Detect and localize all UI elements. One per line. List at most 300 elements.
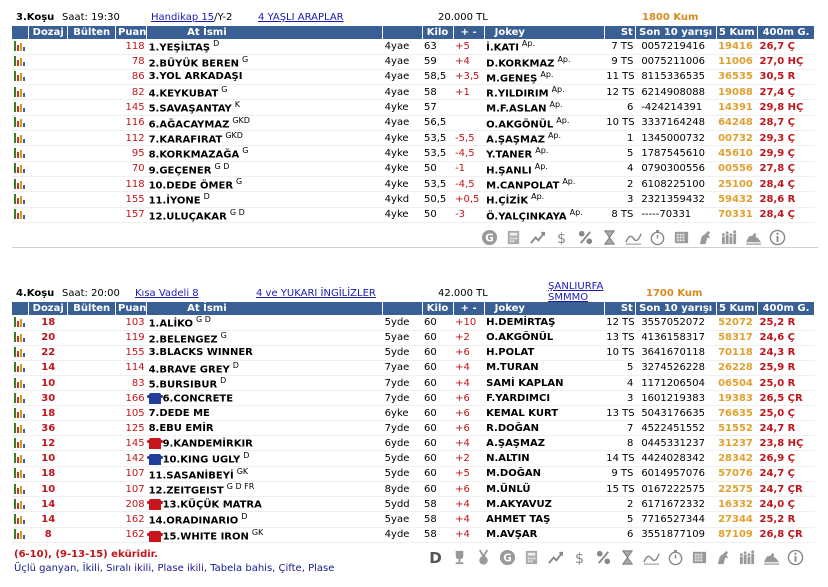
col-kilo: Kilo — [422, 302, 453, 315]
kilo-diff: -3 — [453, 207, 484, 222]
horse-row — [12, 131, 815, 146]
horse-name[interactable]: 1.ALİKO $^{G D}$ — [147, 315, 383, 330]
stats-cell[interactable] — [12, 436, 29, 451]
col-st: St — [604, 302, 635, 315]
stats-cell[interactable] — [12, 85, 29, 100]
col-age — [383, 26, 422, 39]
jockey[interactable]: H.ŞANLI $^{Ap.}$ — [484, 161, 604, 176]
puan: 119 — [116, 330, 147, 345]
last-10: 0075211006 — [635, 54, 716, 69]
stats-chart-icon[interactable] — [14, 102, 25, 112]
kilo-diff: +10 — [453, 315, 484, 330]
horse-name[interactable]: 9.GEÇENER $^{G D}$ — [147, 161, 383, 176]
kilo-diff: +4 — [453, 436, 484, 451]
five-kum: 19088 — [716, 85, 757, 100]
stats-chart-icon[interactable] — [14, 87, 25, 97]
horse-tag: GKD — [225, 131, 243, 141]
horse-tag: G D — [195, 315, 211, 325]
bulten — [68, 85, 116, 100]
stats-chart-icon[interactable] — [14, 514, 25, 524]
stats-cell[interactable] — [12, 315, 29, 330]
graph-icon[interactable] — [642, 548, 660, 566]
dozaj: 18 — [29, 406, 68, 421]
five-kum: 14391 — [716, 100, 757, 115]
last-10: 6108225100 — [635, 177, 716, 192]
start-no: 10 TS — [606, 347, 635, 359]
horse-name[interactable]: 5.BURSIBUR $^D$ — [147, 376, 383, 391]
five-kum: 70118 — [716, 345, 757, 360]
dozaj: 12 — [29, 436, 68, 451]
last-10: 0445331237 — [635, 436, 716, 451]
stats-cell[interactable] — [12, 345, 29, 360]
jockey-tag: Ap. — [556, 115, 570, 125]
horse-tag: G D — [229, 207, 245, 217]
stopwatch-icon[interactable] — [666, 548, 684, 566]
col-puan: Puan — [116, 302, 147, 315]
stats-cell[interactable] — [12, 497, 29, 512]
start-no: 13 TS — [606, 407, 635, 419]
start-no: 14 TS — [604, 451, 635, 466]
stats-chart-icon[interactable] — [14, 362, 25, 372]
jockey[interactable]: H.DEMİRTAŞ — [484, 315, 604, 330]
bulten — [68, 146, 116, 161]
bulten — [68, 436, 116, 451]
stats-cell[interactable] — [12, 360, 29, 375]
start-no: 9 TS — [604, 466, 635, 481]
jockey[interactable]: N.ALTIN — [484, 451, 604, 466]
bulten — [68, 406, 116, 421]
col-bulten: Bülten — [68, 26, 116, 39]
jockey[interactable]: M.CANPOLAT $^{Ap.}$ — [484, 177, 604, 192]
jockey-tag: Ap. — [531, 192, 545, 202]
jockey[interactable]: M.TURAN — [484, 360, 604, 375]
five-kum: 87109 — [716, 527, 757, 542]
horse-name[interactable]: 8.KORKMAZAĞA $^G$ — [147, 146, 383, 161]
age-sex: 7yde — [383, 376, 422, 391]
horse-tag: GK — [251, 527, 264, 537]
jockey[interactable]: R.YILDIRIM $^{Ap.}$ — [484, 85, 604, 100]
dozaj — [29, 146, 68, 161]
stats-chart-icon[interactable] — [14, 209, 25, 219]
bulten — [68, 512, 116, 527]
horse-row — [12, 497, 815, 512]
kilo-diff: +4 — [453, 512, 484, 527]
puan: 70 — [116, 161, 147, 176]
jockey-tag: Ap. — [562, 177, 576, 187]
jockey[interactable]: A.ŞAŞMAZ $^{Ap.}$ — [484, 131, 604, 146]
dozaj: 10 — [29, 451, 68, 466]
kilo-diff: +4 — [453, 527, 484, 542]
puan: 103 — [116, 315, 147, 330]
puan: 125 — [116, 421, 147, 436]
kilo: 57 — [422, 100, 453, 115]
horse-name[interactable]: 15.WHITE IRON $^{GK}$ — [147, 527, 383, 542]
jockey[interactable]: O.AKGÖNÜL $^{Ap.}$ — [484, 115, 604, 130]
kilo: 50 — [422, 161, 453, 176]
age-sex: 4yke — [383, 100, 422, 115]
stats-chart-icon[interactable] — [14, 393, 25, 403]
jockey[interactable]: M.DOĞAN — [484, 466, 604, 481]
dollar-icon[interactable] — [552, 228, 570, 246]
stats-cell[interactable] — [12, 39, 29, 54]
stats-cell[interactable] — [12, 406, 29, 421]
horse-name[interactable]: 12.ULUÇAKAR $^{G D}$ — [147, 207, 383, 222]
start-no: 12 TS — [604, 85, 635, 100]
last-10: 3557052072 — [635, 315, 716, 330]
jockey[interactable]: F.YARDIMCI — [484, 391, 604, 406]
stats-chart-icon[interactable] — [14, 332, 25, 342]
stats-cell[interactable] — [12, 376, 29, 391]
dollar-icon[interactable] — [570, 548, 588, 566]
five-kum: 22575 — [716, 482, 757, 497]
kilo: 60 — [422, 466, 453, 481]
gallop-400m: 25,2 R — [757, 315, 814, 330]
gallop-400m: 27,0 HÇ — [757, 54, 814, 69]
svg-text:$: $ — [556, 230, 566, 246]
last-10: 2321359432 — [635, 192, 716, 207]
puan: 86 — [116, 69, 147, 84]
age-sex: 4yae — [383, 69, 422, 84]
dozaj — [29, 39, 68, 54]
stats-cell[interactable] — [12, 482, 29, 497]
stats-cell[interactable] — [12, 512, 29, 527]
kilo-diff: +6 — [453, 482, 484, 497]
jockey[interactable]: AHMET TAŞ — [484, 512, 604, 527]
race-group-link[interactable]: 4 YAŞLI ARAPLAR — [258, 12, 344, 23]
stats-chart-icon[interactable] — [14, 317, 25, 327]
horse-tag: G D FR — [226, 482, 255, 492]
gallop-400m: 29,9 Ç — [757, 146, 814, 161]
stats-chart-icon[interactable] — [14, 423, 25, 433]
gallop-400m: 23,8 HÇ — [757, 436, 814, 451]
start-no: 7 — [604, 421, 635, 436]
stats-cell[interactable] — [12, 451, 29, 466]
gallop-400m: 25,9 R — [757, 360, 814, 375]
age-sex: 5yde — [383, 345, 422, 360]
sponsor-link[interactable]: ŞANLIURFA SMMMO — [548, 281, 604, 303]
horse-name[interactable]: 10.KING UGLY $^D$ — [147, 451, 383, 466]
age-sex: 5yde — [383, 451, 422, 466]
stats-cell[interactable] — [12, 192, 29, 207]
kilo: 60 — [422, 315, 453, 330]
kilo: 60 — [422, 436, 453, 451]
calc-icon[interactable] — [504, 228, 522, 246]
horse-name[interactable]: 11.SASANİBEYİ $^{GK}$ — [147, 466, 383, 481]
five-kum: 57076 — [716, 466, 757, 481]
start-no: 15 TS — [604, 482, 635, 497]
last-10: 1171206504 — [635, 376, 716, 391]
horse-row — [12, 161, 815, 176]
col-5kum: 5 Kum — [716, 26, 757, 39]
jockey-tag: Ap. — [551, 85, 565, 95]
svg-text:$: $ — [574, 550, 584, 566]
start-no: 8 — [604, 436, 635, 451]
dozaj: 8 — [29, 527, 68, 542]
horse-name[interactable]: 9.KANDEMİRKIR — [147, 436, 383, 451]
dozaj: 10 — [29, 376, 68, 391]
info-icon[interactable] — [786, 548, 804, 566]
horse-name[interactable]: 4.BRAVE GREY $^D$ — [147, 360, 383, 375]
horse-name[interactable]: 12.ZEITGEIST $^{G D FR}$ — [147, 482, 383, 497]
stats-chart-icon[interactable] — [14, 347, 25, 357]
race-group-link[interactable]: 4 ve YUKARI İNGİLİZLER — [256, 288, 376, 299]
horse-icon[interactable] — [714, 548, 732, 566]
kilo-diff: -5,5 — [453, 131, 484, 146]
five-kum: 76635 — [716, 406, 757, 421]
stats-chart-icon[interactable] — [14, 408, 25, 418]
start-no: 7 TS — [604, 39, 635, 54]
age-sex: 4yae — [383, 54, 422, 69]
col-dozaj: Dozaj — [29, 302, 68, 315]
horse-name[interactable]: 13.KÜÇÜK MATRA — [147, 497, 383, 512]
last-10: 8115336535 — [635, 69, 716, 84]
graph-icon[interactable] — [624, 228, 642, 246]
stats-cell[interactable] — [12, 131, 29, 146]
last-10: 4424028342 — [635, 451, 716, 466]
horse-icon[interactable] — [696, 228, 714, 246]
kilo-diff: +6 — [453, 421, 484, 436]
age-sex: 4yke — [383, 146, 422, 161]
start-no: 4 — [604, 161, 635, 176]
stats-chart-icon[interactable] — [14, 117, 25, 127]
race-type-link[interactable]: Handikap 15/Y-2 — [151, 12, 233, 23]
g-icon[interactable] — [498, 548, 516, 566]
start-no: 1 — [604, 131, 635, 146]
jockey[interactable]: R.DOĞAN — [484, 421, 604, 436]
kilo-diff: +6 — [453, 391, 484, 406]
horse-row — [12, 376, 815, 391]
last-10: 3551877109 — [635, 527, 716, 542]
horse-row — [12, 345, 815, 360]
jockey[interactable]: M.F.ASLAN $^{Ap.}$ — [484, 100, 604, 115]
stats-cell[interactable] — [12, 100, 29, 115]
bulten — [68, 376, 116, 391]
dozaj — [29, 115, 68, 130]
stats-cell[interactable] — [12, 115, 29, 130]
stats-cell[interactable] — [12, 161, 29, 176]
stats-chart-icon[interactable] — [14, 484, 25, 494]
stats-chart-icon[interactable] — [14, 499, 25, 509]
horse-row — [12, 69, 815, 84]
jockey[interactable]: H.ÇİZİK $^{Ap.}$ — [484, 192, 604, 207]
kilo: 58 — [422, 512, 453, 527]
last-10: -424214391 — [635, 100, 716, 115]
chart-icon[interactable] — [546, 548, 564, 566]
five-kum: 00556 — [716, 161, 757, 176]
jockey[interactable]: H.POLAT — [484, 345, 604, 360]
jockey[interactable]: SAMİ KAPLAN — [484, 376, 604, 391]
five-kum: 27344 — [716, 512, 757, 527]
dozaj: 30 — [29, 391, 68, 406]
stats-chart-icon[interactable] — [14, 71, 25, 81]
age-sex: 4yae — [383, 85, 422, 100]
stats-chart-icon[interactable] — [14, 453, 25, 463]
stats-cell[interactable] — [12, 466, 29, 481]
dozaj — [29, 192, 68, 207]
horse-name[interactable]: 7.KARAFIRAT $^{GKD}$ — [147, 131, 383, 146]
horse-name[interactable]: 7.DEDE ME — [147, 406, 383, 421]
stats-chart-icon[interactable] — [14, 163, 25, 173]
horse-name[interactable]: 5.SAVAŞANTAY $^K$ — [147, 100, 383, 115]
stats-cell[interactable] — [12, 207, 29, 222]
stats-chart-icon[interactable] — [14, 438, 25, 448]
jockey[interactable]: D.KORKMAZ $^{Ap.}$ — [484, 54, 604, 69]
bet-types: Üçlü ganyan, İkili, Sıralı ikili, Plase ikili, Tabela bahis, Çifte, Plase — [14, 563, 335, 574]
stats-chart-icon[interactable] — [14, 41, 25, 51]
horse-name[interactable]: 8.EBU EMİR — [147, 421, 383, 436]
race-3-table — [12, 26, 815, 223]
jersey-icon — [149, 531, 161, 542]
horses-icon[interactable] — [738, 548, 756, 566]
start-no: 13 TS — [604, 330, 635, 345]
calculator-icon[interactable] — [690, 548, 708, 566]
bulten — [68, 466, 116, 481]
age-sex: 5ydd — [383, 497, 422, 512]
horse-name[interactable]: 11.İYONE $^D$ — [147, 192, 383, 207]
puan: 107 — [116, 482, 147, 497]
start-no: 10 TS — [604, 115, 635, 130]
dozaj — [29, 54, 68, 69]
horse-row — [12, 85, 815, 100]
jockey[interactable]: A.ŞAŞMAZ — [484, 436, 604, 451]
gallop-400m: 27,8 Ç — [757, 161, 814, 176]
stopwatch-icon[interactable] — [648, 228, 666, 246]
horses-race-icon[interactable] — [762, 548, 780, 566]
stats-chart-icon[interactable] — [14, 179, 25, 189]
bulten — [68, 207, 116, 222]
horse-name[interactable]: 14.ORADINARIO $^D$ — [147, 512, 383, 527]
race-type-link[interactable]: Kısa Vadeli 8 — [135, 288, 199, 299]
trophy-icon[interactable] — [450, 548, 468, 566]
start-no: 8 TS — [604, 207, 635, 222]
jockey[interactable]: O.AKGÖNÜL — [484, 330, 604, 345]
age-sex: 4yae — [383, 115, 422, 130]
ekuri-note: (6-10), (9-13-15) eküridir. — [14, 549, 158, 560]
stats-chart-icon[interactable] — [14, 378, 25, 388]
bulten — [68, 69, 116, 84]
horses-race-icon[interactable] — [744, 228, 762, 246]
five-kum: 64248 — [716, 115, 757, 130]
start-no: 5 — [604, 360, 635, 375]
jockey[interactable]: M.AKYAVUZ — [484, 497, 604, 512]
chart-icon[interactable] — [528, 228, 546, 246]
kilo-diff — [453, 115, 484, 130]
bulten — [68, 421, 116, 436]
gallop-400m: 28,7 Ç — [757, 115, 814, 130]
horse-row — [12, 391, 815, 406]
jersey-icon — [149, 438, 161, 449]
horse-name[interactable]: 6.AĞACAYMAZ $^{GKD}$ — [147, 115, 383, 130]
kilo-diff: -4,5 — [453, 177, 484, 192]
g-icon[interactable] — [480, 228, 498, 246]
stats-cell[interactable] — [12, 527, 29, 542]
stats-cell[interactable] — [12, 330, 29, 345]
kilo-diff: +3,5 — [453, 69, 484, 84]
stats-cell[interactable] — [12, 146, 29, 161]
kilo-diff: +2 — [453, 330, 484, 345]
puan: 157 — [116, 207, 147, 222]
dozaj: 20 — [29, 330, 68, 345]
horse-row — [12, 482, 815, 497]
info-icon[interactable] — [768, 228, 786, 246]
five-kum: 36535 — [716, 69, 757, 84]
bulten — [68, 345, 116, 360]
horse-name[interactable]: 1.YEŞİLTAŞ $^D$ — [147, 39, 383, 54]
percent-icon[interactable] — [594, 548, 612, 566]
horse-name[interactable]: 4.KEYKUBAT $^G$ — [147, 85, 383, 100]
stats-chart-icon[interactable] — [14, 148, 25, 158]
stats-cell[interactable] — [12, 69, 29, 84]
stats-cell[interactable] — [12, 177, 29, 192]
horse-name[interactable]: 3.BLACKS WINNER — [147, 345, 383, 360]
five-kum: 11006 — [716, 54, 757, 69]
kilo: 60 — [422, 482, 453, 497]
dozaj: 14 — [29, 497, 68, 512]
race-number: 3.Koşu — [16, 12, 55, 23]
jockey[interactable]: Ö.YALÇINKAYA $^{Ap.}$ — [484, 207, 604, 222]
last-10: 6171672332 — [635, 497, 716, 512]
stats-chart-icon[interactable] — [14, 194, 25, 204]
stats-cell[interactable] — [12, 391, 29, 406]
jockey[interactable]: KEMAL KURT — [484, 406, 604, 421]
calculator-icon[interactable] — [672, 228, 690, 246]
kilo: 60 — [422, 360, 453, 375]
jockey[interactable]: M.AVŞAR — [484, 527, 604, 542]
start-no: 2 — [604, 497, 635, 512]
puan: 208 — [116, 497, 147, 512]
percent-icon[interactable] — [576, 228, 594, 246]
gallop-400m: 24,3 R — [757, 345, 814, 360]
stats-chart-icon[interactable] — [14, 133, 25, 143]
stats-chart-icon[interactable] — [14, 56, 25, 66]
bulten — [68, 100, 116, 115]
stats-cell[interactable] — [12, 421, 29, 436]
age-sex: 5yde — [383, 315, 422, 330]
five-kum: 58317 — [716, 330, 757, 345]
kilo-diff: +4 — [453, 360, 484, 375]
horses-icon[interactable] — [720, 228, 738, 246]
jockey-tag: Ap. — [540, 69, 554, 79]
race-4 — [12, 281, 818, 543]
calc-icon[interactable] — [522, 548, 540, 566]
stats-chart-icon[interactable] — [14, 529, 25, 539]
dozaj — [29, 177, 68, 192]
medal-icon[interactable] — [474, 548, 492, 566]
kilo: 53,5 — [422, 131, 453, 146]
svg-text:G: G — [502, 551, 512, 564]
jockey[interactable]: Y.TANER $^{Ap.}$ — [484, 146, 604, 161]
hourglass-icon[interactable] — [600, 228, 618, 246]
horse-name[interactable]: 6.CONCRETE — [147, 391, 383, 406]
d-icon[interactable] — [426, 548, 444, 566]
dozaj — [29, 100, 68, 115]
horse-name[interactable]: 2.BELENGEZ $^G$ — [147, 330, 383, 345]
jockey[interactable]: İ.KATI $^{Ap.}$ — [484, 39, 604, 54]
jockey[interactable]: M.ÜNLÜ — [484, 482, 604, 497]
horse-row — [12, 207, 815, 222]
horse-name[interactable]: 2.BÜYÜK BEREN $^G$ — [147, 54, 383, 69]
stats-cell[interactable] — [12, 54, 29, 69]
horse-name[interactable]: 10.DEDE ÖMER $^G$ — [147, 177, 383, 192]
separator — [12, 247, 818, 248]
kilo: 63 — [422, 39, 453, 54]
kilo-diff: +6 — [453, 406, 484, 421]
hourglass-icon[interactable] — [618, 548, 636, 566]
horse-name[interactable]: 3.YOL ARKADAŞI — [147, 69, 383, 84]
stats-chart-icon[interactable] — [14, 468, 25, 478]
bulten — [68, 177, 116, 192]
jockey[interactable]: M.GENEŞ $^{Ap.}$ — [484, 69, 604, 84]
